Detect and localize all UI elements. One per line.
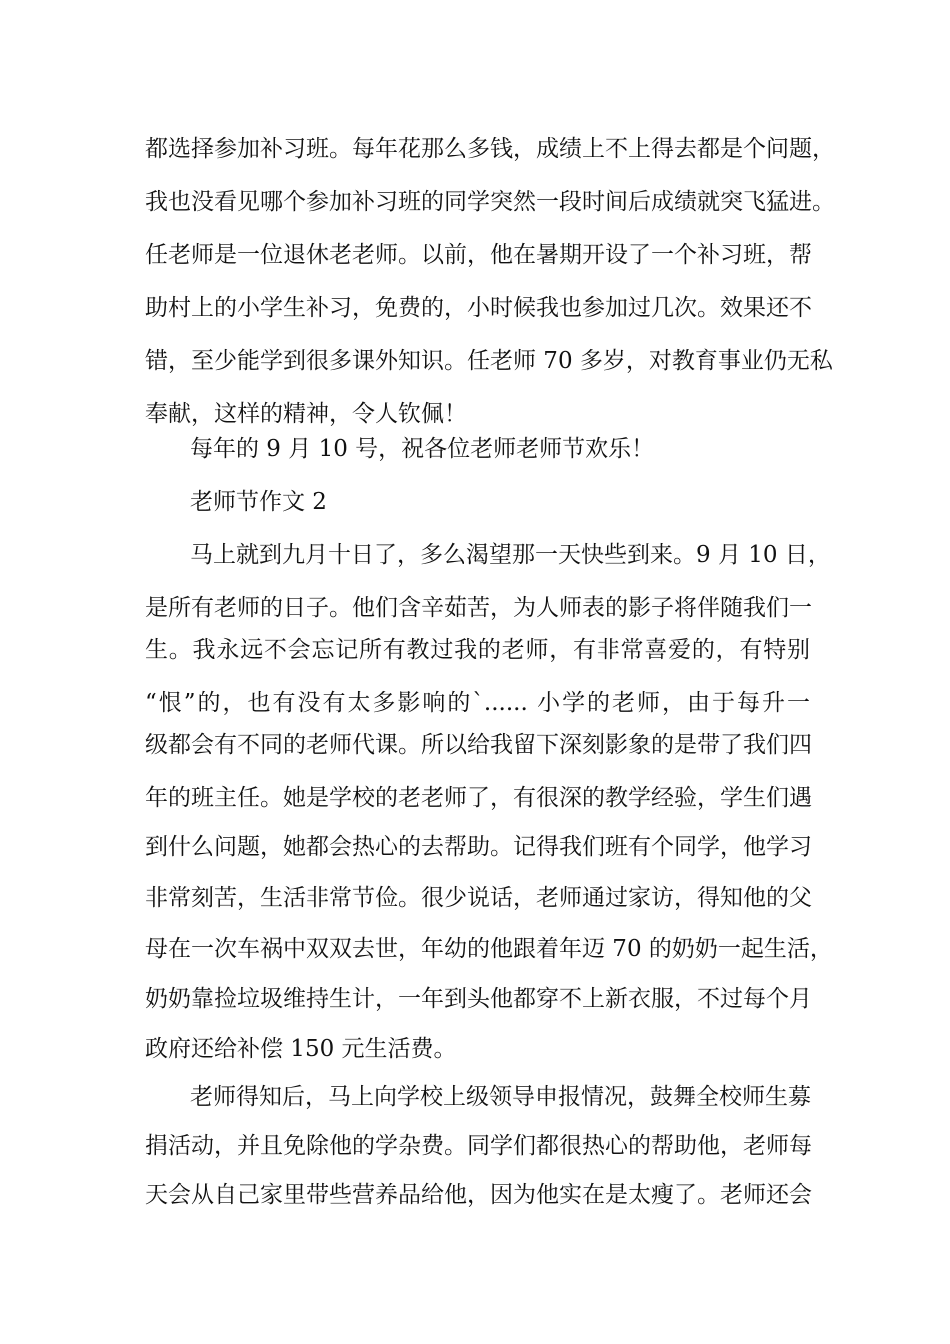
text-line: 生。我永远不会忘记所有教过我的老师，有非常喜爱的，有特别: [145, 637, 810, 663]
text-line: 捐活动，并且免除他的学杂费。同学们都很热心的帮助他，老师每: [145, 1133, 812, 1159]
text-line: 到什么问题，她都会热心的去帮助。记得我们班有个同学，他学习: [145, 834, 812, 860]
text-line: 奉献，这样的精神，令人钦佩！: [145, 401, 467, 427]
text-line: 都选择参加补习班。每年花那么多钱，成绩上不上得去都是个问题，: [145, 136, 835, 162]
text-line: 政府还给补偿 150 元生活费。: [145, 1036, 457, 1062]
text-line: 我也没看见哪个参加补习班的同学突然一段时间后成绩就突飞猛进。: [145, 189, 835, 215]
text-line: 奶奶靠捡垃圾维持生计，一年到头他都穿不上新衣服，不过每个月: [145, 986, 812, 1012]
text-line: 错，至少能学到很多课外知识。任老师 70 多岁，对教育事业仍无私: [145, 348, 833, 374]
text-line: “恨”的，也有没有太多影响的`...... 小学的老师，由于每升一: [145, 690, 810, 716]
text-line: 助村上的小学生补习，免费的，小时候我也参加过几次。效果还不: [145, 295, 812, 321]
section-heading: 老师节作文 2: [190, 489, 327, 515]
text-line: 任老师是一位退休老老师。以前，他在暑期开设了一个补习班，帮: [145, 242, 812, 268]
text-line: 年的班主任。她是学校的老老师了，有很深的教学经验，学生们遇: [145, 785, 812, 811]
text-line: 马上就到九月十日了，多么渴望那一天快些到来。9 月 10 日，: [190, 542, 831, 568]
text-line: 级都会有不同的老师代课。所以给我留下深刻影象的是带了我们四: [145, 732, 812, 758]
text-line: 是所有老师的日子。他们含辛茹苦，为人师表的影子将伴随我们一: [145, 595, 812, 621]
text-line: 天会从自己家里带些营养品给他，因为他实在是太瘦了。老师还会: [145, 1182, 812, 1208]
text-line: 非常刻苦，生活非常节俭。很少说话，老师通过家访，得知他的父: [145, 885, 812, 911]
text-line: 每年的 9 月 10 号，祝各位老师老师节欢乐！: [190, 436, 655, 462]
text-line: 母在一次车祸中双双去世，年幼的他跟着年迈 70 的奶奶一起生活，: [145, 936, 833, 962]
text-line: 老师得知后，马上向学校上级领导申报情况，鼓舞全校师生募: [190, 1084, 811, 1110]
